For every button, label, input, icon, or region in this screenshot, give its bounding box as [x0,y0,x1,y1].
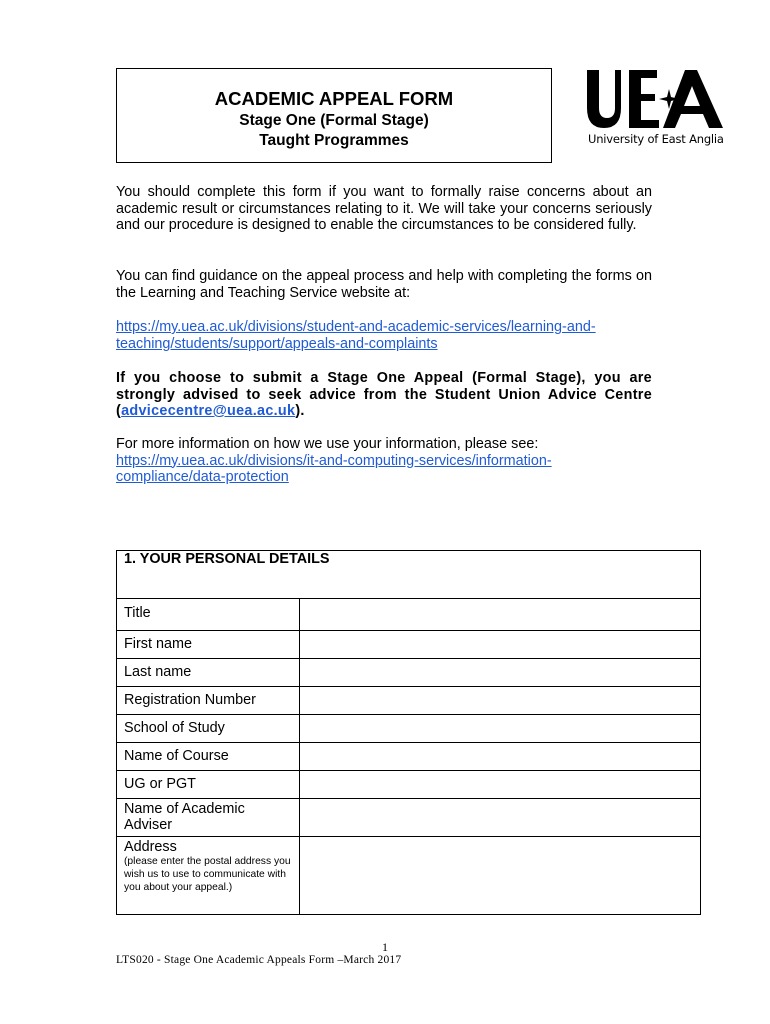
guidance-paragraph: You can find guidance on the appeal process and help with completing the forms on the Learning and Teaching Service website at: [116,268,652,301]
input-first-name[interactable] [300,631,701,659]
guidance-link-line1[interactable]: https://my.uea.ac.uk/divisions/student-and-academic-services/learning-and- [116,319,596,335]
label-school: School of Study [117,715,300,743]
section-heading: 1. YOUR PERSONAL DETAILS [117,551,701,599]
row-first-name [117,631,701,659]
advice-text-end: ). [295,403,305,419]
row-adviser [117,799,701,837]
label-title: Title [117,599,300,631]
form-title: ACADEMIC APPEAL FORM [214,88,454,109]
university-name: University of East Anglia [588,132,724,146]
row-ug-pgt [117,771,701,799]
guidance-link[interactable] [116,319,652,352]
input-address[interactable] [300,837,701,915]
label-last-name: Last name [117,659,300,687]
input-school[interactable] [300,715,701,743]
label-registration-number: Registration Number [117,687,300,715]
input-course[interactable] [300,743,701,771]
data-protection-link-line2[interactable]: compliance/data-protection [116,469,289,485]
input-ug-pgt[interactable] [300,771,701,799]
label-adviser: Name of Academic Adviser [117,799,300,837]
page-number: 1 [382,940,388,954]
input-registration-number[interactable] [300,687,701,715]
data-protection-link-line1[interactable]: https://my.uea.ac.uk/divisions/it-and-computing-services/information- [116,452,552,469]
label-ug-pgt: UG or PGT [117,771,300,799]
personal-details-table [116,550,701,915]
address-hint: (please enter the postal address you wish us to use to communicate with you about your appeal.) [124,856,291,893]
guidance-link-line2[interactable]: teaching/students/support/appeals-and-complaints [116,335,438,352]
row-address [117,837,701,915]
data-protection-text: For more information on how we use your information, please see: [116,436,539,452]
row-last-name [117,659,701,687]
row-title [117,599,701,631]
advice-paragraph [116,370,652,420]
uea-logo-mark [585,68,727,130]
label-address-cell [117,837,300,915]
label-first-name: First name [117,631,300,659]
input-title[interactable] [300,599,701,631]
document-reference: LTS020 - Stage One Academic Appeals Form –March 2017 [116,954,402,966]
label-address: Address [124,839,177,855]
form-subtitle-programmes: Taught Programmes [259,132,409,149]
section-header-row [117,551,701,599]
row-course [117,743,701,771]
input-last-name[interactable] [300,659,701,687]
label-course: Name of Course [117,743,300,771]
form-subtitle-stage: Stage One (Formal Stage) [239,112,429,129]
form-title-box [116,68,552,163]
row-school [117,715,701,743]
advice-email-link[interactable]: advicecentre@uea.ac.uk [121,403,296,419]
row-registration-number [117,687,701,715]
data-protection-paragraph [116,436,652,486]
uea-logo [585,68,727,148]
advice-text: If you choose to submit a Stage One Appeal (Formal Stage), you are strongly advised to seek advice from the Student Union Advice Centre ( [116,370,652,419]
intro-paragraph: You should complete this form if you want to formally raise concerns about an academic result or circumstances relating to it. We will take your concerns seriously and our procedure is designed to enable the circumstances to be considered fully. [116,184,652,233]
input-adviser[interactable] [300,799,701,837]
